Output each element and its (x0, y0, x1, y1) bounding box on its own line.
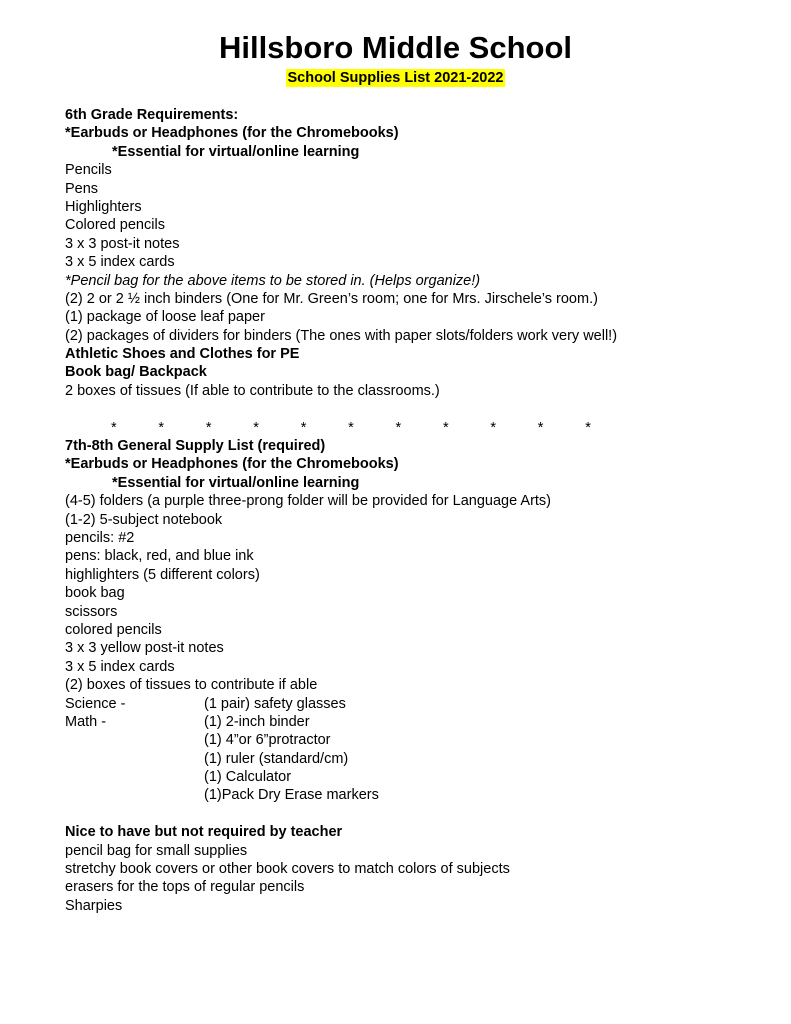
star-mark: * (158, 419, 165, 436)
star-mark: * (111, 419, 117, 436)
seventh-eighth-heading: 7th-8th General Supply List (required) (65, 438, 326, 455)
math-item: (1) 2-inch binder (204, 713, 310, 730)
list-item: Highlighters (65, 198, 142, 215)
nice-to-have-heading: Nice to have but not required by teacher (65, 824, 343, 841)
empty-label-cell (65, 750, 204, 768)
star-mark: * (205, 419, 212, 436)
list-item: book bag (65, 585, 125, 602)
list-item: erasers for the tops of regular pencils (65, 879, 305, 896)
sixth-earbuds-line: *Earbuds or Headphones (for the Chromebooks) (65, 125, 399, 142)
page-title: Hillsboro Middle School (218, 30, 573, 65)
page-subtitle-highlighted: School Supplies List 2021-2022 (287, 70, 504, 86)
math-row (65, 768, 765, 786)
star-mark: * (585, 419, 591, 436)
list-item: scissors (65, 603, 118, 620)
spacer (65, 400, 765, 418)
star-mark: * (253, 419, 259, 436)
star-mark: * (490, 419, 497, 436)
list-item: Sharpies (65, 897, 123, 914)
list-item: 3 x 5 index cards (65, 254, 175, 271)
star-mark: * (442, 419, 449, 436)
spacer (65, 805, 765, 823)
list-item: (4-5) folders (a purple three-prong folder will be provided for Language Arts) (65, 493, 552, 510)
star-mark: * (348, 419, 354, 436)
bookbag-line: Book bag/ Backpack (65, 364, 207, 381)
sixth-grade-heading: 6th Grade Requirements: (65, 107, 239, 123)
seventh-earbuds-line: *Earbuds or Headphones (for the Chromebooks) (65, 456, 399, 473)
list-item: Pencils (65, 162, 112, 179)
list-item: pencil bag for small supplies (65, 842, 248, 859)
list-item: highlighters (5 different colors) (65, 566, 260, 583)
list-item: (1-2) 5-subject notebook (65, 511, 223, 528)
list-item: 3 x 3 yellow post-it notes (65, 640, 224, 657)
star-mark: * (300, 419, 307, 436)
tissues-line: 2 boxes of tissues (If able to contribute to the classrooms.) (65, 382, 440, 399)
list-item: (2) 2 or 2 ½ inch binders (One for Mr. Green’s room; one for Mrs. Jirschele’s room.) (65, 290, 598, 307)
science-item: (1 pair) safety glasses (204, 695, 346, 712)
empty-label-cell (65, 786, 204, 804)
list-item: 3 x 5 index cards (65, 658, 175, 675)
star-mark: * (537, 419, 544, 436)
supply-list-content (65, 106, 765, 915)
list-item: colored pencils (65, 621, 162, 638)
science-label: Science - (65, 695, 126, 712)
list-item: Colored pencils (65, 217, 165, 234)
list-item: pens: black, red, and blue ink (65, 548, 254, 565)
math-item: (1) 4”or 6”protractor (204, 732, 331, 749)
math-item: (1)Pack Dry Erase markers (204, 787, 379, 804)
sixth-essential-line: *Essential for virtual/online learning (112, 143, 360, 160)
pencil-bag-note: *Pencil bag for the above items to be stored in. (Helps organize!) (65, 272, 481, 289)
math-row (65, 786, 765, 804)
math-row (65, 713, 765, 731)
list-item: 3 x 3 post-it notes (65, 235, 180, 252)
list-item: stretchy book covers or other book covers to match colors of subjects (65, 861, 510, 878)
list-item: (1) package of loose leaf paper (65, 309, 265, 326)
empty-label-cell (65, 768, 204, 786)
subtitle-wrap (0, 69, 791, 87)
math-row (65, 750, 765, 768)
star-separator (65, 419, 591, 437)
list-item: Pens (65, 180, 99, 197)
star-mark: * (395, 419, 402, 436)
list-item: pencils: #2 (65, 529, 135, 546)
list-item: (2) packages of dividers for binders (The ones with paper slots/folders work very well!) (65, 327, 618, 344)
math-row (65, 731, 765, 749)
seventh-essential-line: *Essential for virtual/online learning (112, 474, 360, 491)
math-item: (1) Calculator (204, 769, 292, 786)
empty-label-cell (65, 731, 204, 749)
science-row (65, 695, 765, 713)
math-label: Math - (65, 713, 107, 730)
list-item: (2) boxes of tissues to contribute if able (65, 677, 318, 694)
math-item: (1) ruler (standard/cm) (204, 750, 349, 767)
athletic-line: Athletic Shoes and Clothes for PE (65, 346, 300, 363)
